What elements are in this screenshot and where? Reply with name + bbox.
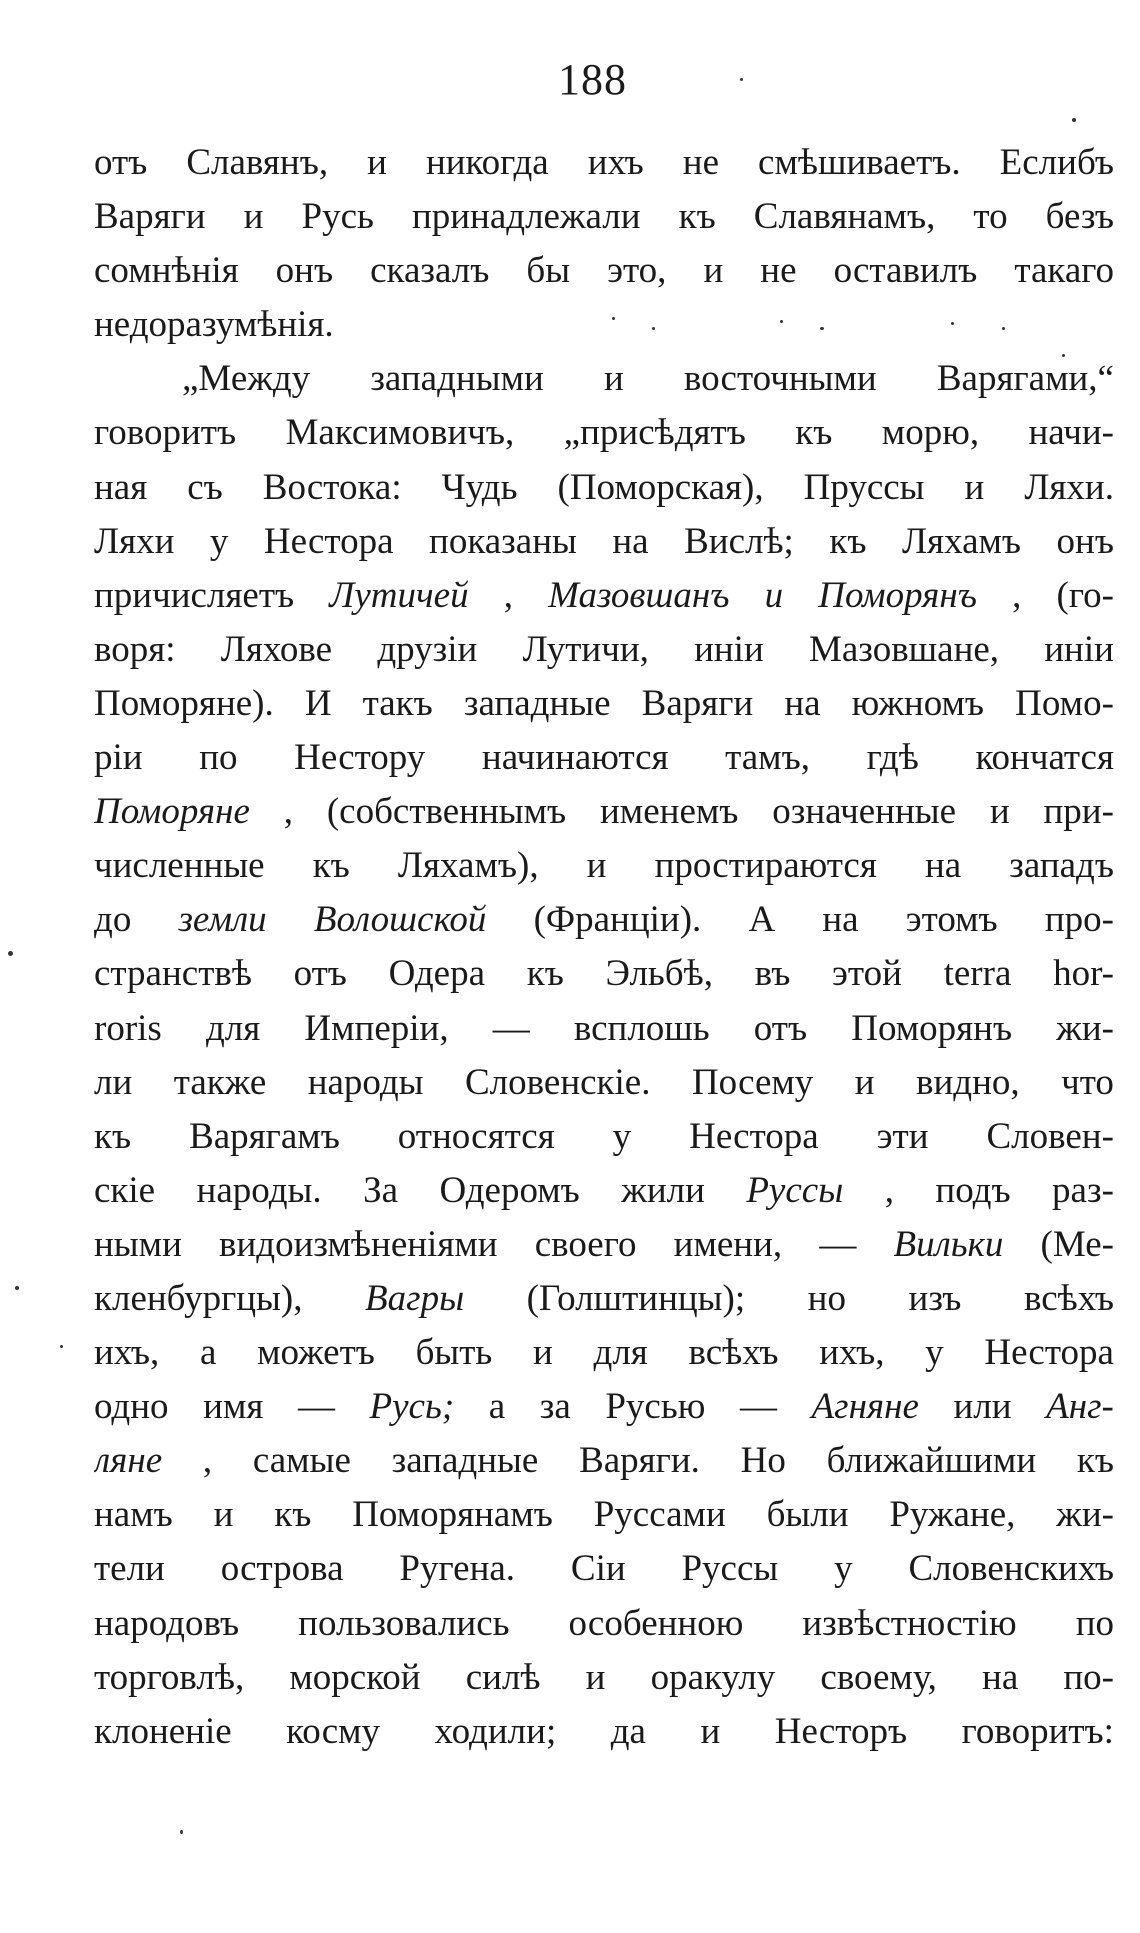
word: Ляхи [94, 520, 175, 562]
word: Нестора [263, 520, 394, 562]
text-line [94, 136, 1114, 190]
text-line [94, 298, 1114, 352]
scan-speck [820, 327, 824, 330]
italic-word: Анг- [1046, 1386, 1114, 1428]
word: съ [187, 466, 223, 508]
word: въ [754, 953, 791, 995]
word: были [766, 1494, 849, 1536]
word: отъ [293, 953, 347, 995]
word: и [213, 1494, 234, 1536]
text-line [94, 677, 1114, 731]
word: видно, [916, 1061, 1020, 1103]
word: кончатся [975, 737, 1114, 779]
word: къ [1076, 1440, 1114, 1482]
word: , [503, 574, 513, 616]
word: Словен- [986, 1115, 1114, 1157]
word: также [173, 1061, 267, 1103]
word: безъ [1045, 196, 1114, 238]
word: народы. [196, 1169, 322, 1211]
text-line [94, 1110, 1114, 1164]
italic-word: Волошской [313, 899, 487, 941]
word: жи- [1056, 1494, 1114, 1536]
word: бы [526, 250, 571, 292]
word: Руссы [681, 1548, 779, 1590]
word: на [982, 1656, 1019, 1698]
word: А [748, 899, 776, 941]
word: къ [526, 953, 564, 995]
scan-speck [8, 951, 13, 956]
word: Нестора [984, 1332, 1114, 1374]
word: оракулу [650, 1656, 776, 1698]
word: roris [94, 1007, 162, 1049]
word: Варяги. [579, 1440, 700, 1482]
italic-word: и [764, 574, 784, 616]
word: а [488, 1386, 506, 1428]
word: не [760, 250, 797, 292]
word: смѣшиваетъ. [758, 142, 961, 183]
scan-speck [180, 1830, 183, 1834]
word: и [700, 1710, 721, 1752]
italic-word: Поморянъ [818, 574, 977, 616]
word: къ [829, 520, 867, 562]
word: говоритъ [94, 412, 237, 454]
word: своему, [820, 1656, 937, 1698]
word: Еслибъ [999, 142, 1114, 183]
word: по- [1063, 1656, 1114, 1698]
word: у [925, 1332, 944, 1374]
word: , [202, 1440, 213, 1482]
text-line [94, 731, 1114, 785]
word: Несторъ [774, 1710, 908, 1752]
word: торговлѣ, [94, 1656, 245, 1698]
scan-speck [652, 327, 655, 330]
word: воря: [94, 628, 176, 670]
word: но [807, 1277, 846, 1319]
word: Руссами [593, 1494, 726, 1536]
word: hor- [1053, 953, 1114, 995]
word: — [492, 1007, 530, 1049]
word: означенные [772, 791, 957, 833]
text-line [94, 947, 1114, 1001]
italic-word: Вагры [365, 1277, 465, 1319]
scan-speck [1072, 118, 1076, 122]
word: никогда [425, 142, 549, 183]
text-line [94, 1272, 1114, 1326]
word: terra [943, 953, 1012, 995]
word: для [593, 1332, 648, 1374]
word: у [209, 520, 229, 562]
word: и [533, 1332, 553, 1374]
word: (Поморская), [557, 466, 764, 508]
word: Ляхамъ [901, 520, 1022, 562]
text-line [94, 1705, 1114, 1759]
word: (Голштинцы); [526, 1277, 746, 1319]
body-text [94, 136, 1114, 1759]
word: тамъ, [725, 737, 810, 779]
word: Варягамъ [189, 1115, 340, 1157]
word: видоизмѣненіями [219, 1223, 498, 1265]
word: до [94, 899, 132, 941]
text-line [94, 623, 1114, 677]
word: эти [876, 1115, 929, 1157]
word: къ [795, 412, 833, 454]
word: Варяги [641, 682, 754, 724]
word: недоразумѣнія. [94, 304, 334, 346]
text-line [94, 1434, 1114, 1488]
word: Русью [605, 1386, 706, 1428]
word: силѣ [465, 1656, 541, 1698]
word: показаны [429, 520, 577, 562]
word: Русь [301, 196, 374, 238]
text-line [94, 461, 1114, 515]
word: западные [391, 1440, 539, 1482]
text-line [94, 1002, 1114, 1056]
word: ная [94, 466, 148, 508]
word: всплошь [573, 1007, 710, 1049]
scan-speck [740, 78, 743, 81]
text-line [94, 1164, 1114, 1218]
word: Ругена. [399, 1548, 516, 1590]
word: причисляетъ [94, 574, 295, 616]
word: своего [534, 1223, 637, 1265]
text-line [94, 1542, 1114, 1596]
word: Ружане, [889, 1494, 1016, 1536]
word: скіе [94, 1169, 156, 1211]
word: , [884, 1169, 894, 1211]
scan-speck [1062, 354, 1065, 357]
italic-word: Мазовшанъ [548, 574, 730, 616]
word: иніи [694, 628, 764, 670]
word: и [603, 358, 624, 400]
word: сомнѣнія [94, 250, 239, 292]
word: и [586, 845, 607, 887]
word: ходили; [434, 1710, 557, 1752]
scan-speck [951, 322, 954, 325]
text-line [94, 352, 1114, 406]
italic-word: Лутичей [329, 574, 469, 616]
word: (Франціи). [533, 899, 702, 941]
word: для [205, 1007, 261, 1049]
word: къ [312, 845, 350, 887]
word: да [610, 1710, 646, 1752]
word: быть [415, 1332, 493, 1374]
word: и [585, 1656, 606, 1698]
word: западными [370, 358, 544, 400]
text-line [94, 1326, 1114, 1380]
word: изъ [908, 1277, 962, 1319]
word: такаго [1014, 250, 1114, 292]
word: ными [94, 1223, 182, 1265]
word: говоритъ: [961, 1710, 1114, 1752]
word: жи- [1056, 1007, 1114, 1049]
word: на [784, 682, 821, 724]
word: (собственнымъ [326, 791, 567, 833]
word: ближайшими [826, 1440, 1037, 1482]
word: или [953, 1386, 1012, 1428]
word: извѣстностію [802, 1602, 1017, 1644]
word: „присѣдятъ [563, 412, 746, 454]
word: „Между [182, 358, 311, 400]
word: оставилъ [833, 250, 978, 292]
word: друзіи [377, 628, 478, 670]
scan-speck [1002, 327, 1005, 330]
word: именемъ [600, 791, 739, 833]
word: народовъ [94, 1602, 240, 1644]
word: и [854, 1061, 875, 1103]
word: особенною [568, 1602, 744, 1644]
word: принадлежали [411, 196, 641, 238]
word: южномъ [851, 682, 985, 724]
word: Имперіи, [304, 1007, 449, 1049]
text-line [94, 839, 1114, 893]
word: ихъ, [819, 1332, 885, 1374]
word: западъ [1009, 845, 1114, 887]
word: иніи [1044, 628, 1114, 670]
text-line [94, 1218, 1114, 1272]
word: морю, [881, 412, 980, 454]
text-line [94, 1056, 1114, 1110]
word: этомъ [905, 899, 998, 941]
word: и [243, 196, 264, 238]
word: у [834, 1548, 853, 1590]
word: Востока: [262, 466, 402, 508]
word: за [539, 1386, 571, 1428]
word: ихъ, [94, 1332, 160, 1374]
word: Одера [388, 953, 486, 995]
word: численные [94, 845, 265, 887]
word: сказалъ [370, 250, 490, 292]
word: Но [740, 1440, 786, 1482]
word: отъ [94, 142, 148, 183]
word: и [367, 142, 387, 183]
scan-speck [780, 320, 783, 323]
text-line [94, 1651, 1114, 1705]
word: жили [621, 1169, 705, 1211]
word: къ [94, 1115, 132, 1157]
italic-word: Руссы [746, 1169, 844, 1211]
word: у [612, 1115, 632, 1157]
word: одно [94, 1386, 169, 1428]
text-line [94, 515, 1114, 569]
word: Варяги [94, 196, 206, 238]
scan-speck [612, 317, 615, 320]
word: Поморяне). [94, 682, 274, 724]
word: Вислѣ; [684, 520, 794, 562]
word: Ляхамъ), [397, 845, 539, 887]
text-line [94, 406, 1114, 460]
text-line [94, 893, 1114, 947]
word: — [739, 1386, 777, 1428]
word: народы [307, 1061, 424, 1103]
word: пользовались [298, 1602, 510, 1644]
word: самые [252, 1440, 351, 1482]
word: тели [94, 1548, 165, 1590]
word: ихъ [587, 142, 644, 183]
word: Посему [691, 1061, 814, 1103]
italic-word: Агняне [811, 1386, 919, 1428]
word: Нестора [689, 1115, 819, 1157]
word: онъ [275, 250, 334, 292]
word: Помо- [1015, 682, 1114, 724]
word: относятся [397, 1115, 555, 1157]
word: всѣхъ [688, 1332, 779, 1374]
word: — [297, 1386, 335, 1428]
word: — [819, 1223, 857, 1265]
word: намъ [94, 1494, 173, 1536]
text-line [94, 1488, 1114, 1542]
word: при- [1043, 791, 1114, 833]
word: на [924, 845, 962, 887]
word: Словенскихъ [908, 1548, 1114, 1590]
word: Варягами,“ [936, 358, 1114, 400]
word: кленбургцы), [94, 1277, 303, 1319]
word: ріи [94, 737, 143, 779]
text-line [94, 785, 1114, 839]
word: , [1012, 574, 1022, 616]
word: то [973, 196, 1008, 238]
scan-speck [60, 1345, 63, 1348]
scan-speck [15, 1286, 19, 1290]
word: это, [607, 250, 667, 292]
word: всѣхъ [1023, 1277, 1114, 1319]
word: Эльбѣ, [605, 953, 713, 995]
word: Одеромъ [439, 1169, 580, 1211]
word: раз- [1052, 1169, 1114, 1211]
word: ли [94, 1061, 133, 1103]
word: по [199, 737, 238, 779]
italic-word: Русь; [369, 1386, 455, 1428]
word: Поморянамъ [352, 1494, 553, 1536]
word: и [989, 791, 1010, 833]
word: отъ [753, 1007, 808, 1049]
word: западные [463, 682, 611, 724]
word: клоненіе [94, 1710, 232, 1752]
italic-word: Вильки [893, 1223, 1004, 1265]
word: гдѣ [866, 737, 919, 779]
word: Ляхове [220, 628, 333, 670]
text-line [94, 1597, 1114, 1651]
word: къ [274, 1494, 312, 1536]
word: Максимовичъ, [285, 412, 515, 454]
word: странствѣ [94, 953, 252, 995]
word: Пруссы [803, 466, 925, 508]
word: по [1075, 1602, 1114, 1644]
text-line [94, 569, 1114, 623]
text-line [94, 190, 1114, 244]
word: такъ [362, 682, 433, 724]
word: и [964, 466, 985, 508]
word: Лутичи, [522, 628, 649, 670]
italic-word: Поморяне [94, 791, 250, 833]
word: можетъ [257, 1332, 375, 1374]
word: Славянамъ, [753, 196, 936, 238]
word: Сіи [570, 1548, 626, 1590]
word: За [363, 1169, 399, 1211]
word: И [304, 682, 332, 724]
word: начинаются [481, 737, 669, 779]
word: про- [1044, 899, 1114, 941]
word: на [822, 899, 859, 941]
word: Словенскіе. [465, 1061, 651, 1103]
word: (Ме- [1040, 1223, 1114, 1265]
word: подъ [935, 1169, 1011, 1211]
word: Чудь [441, 466, 518, 508]
word: имени, [673, 1223, 783, 1265]
word: этой [832, 953, 902, 995]
word: начи- [1028, 412, 1114, 454]
word: Ляхи. [1024, 466, 1114, 508]
word: а [199, 1332, 217, 1374]
word: Поморянъ [851, 1007, 1013, 1049]
word: и [703, 250, 724, 292]
word: онъ [1056, 520, 1114, 562]
word: Мазовшане, [808, 628, 1000, 670]
italic-word: земли [178, 899, 267, 941]
word: къ [678, 196, 716, 238]
word: Славянъ, [186, 142, 329, 183]
word: простираются [654, 845, 877, 887]
word: Нестору [294, 737, 426, 779]
word: косму [286, 1710, 381, 1752]
word: что [1061, 1061, 1114, 1103]
word: (го- [1056, 574, 1114, 616]
text-line [94, 1380, 1114, 1434]
word: на [612, 520, 649, 562]
word: острова [220, 1548, 344, 1590]
word: имя [203, 1386, 264, 1428]
page-number: 188 [558, 55, 627, 104]
word: , [283, 791, 293, 833]
word: восточными [683, 358, 877, 400]
italic-word: ляне [94, 1440, 163, 1482]
text-line [94, 244, 1114, 298]
word: морской [289, 1656, 421, 1698]
word: не [682, 142, 720, 183]
